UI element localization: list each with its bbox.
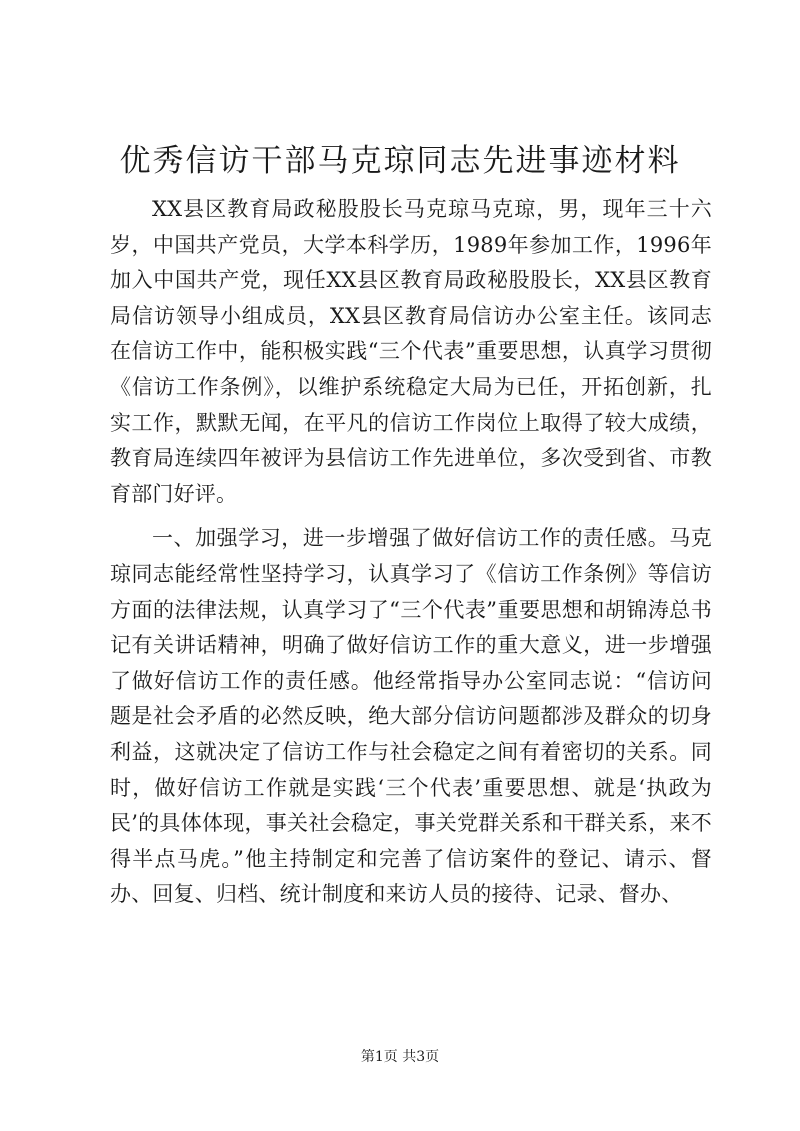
paragraph-intro: XX县区教育局政秘股股长马克琼马克琼，男，现年三十六岁，中国共产党员，大学本科学历，1989年参加工作，1996年加入中国共产党，现任XX县区教育局政秘股股长，XX县区教育局信访领导小组成员，XX县区教育局信访办公室主任。该同志在信访工作中，能积极实践“三个代表”重要思想，认真学习贯彻《信访工作条例》，以维护系统稳定大局为已任，开拓创新，扎实工作，默默无闻，在平凡的信访工作岗位上取得了较大成绩，教育局连续四年被评为县信访工作先进单位，多次受到省、市教育部门好评。	[110, 197, 712, 506]
document-body	[110, 192, 712, 913]
paragraph-section-1: 一、加强学习，进一步增强了做好信访工作的责任感。马克琼同志能经常性坚持学习，认真学习了《信访工作条例》等信访方面的法律法规，认真学习了“三个代表”重要思想和胡锦涛总书记有关讲话精神，明确了做好信访工作的重大意义，进一步增强了做好信访工作的责任感。他经常指导办公室同志说：“信访问题是社会矛盾的必然反映，绝大部分信访问题都涉及群众的切身利益，这就决定了信访工作与社会稳定之间有着密切的关系。同时，做好信访工作就是实践‘三个代表’重要思想、就是‘执政为民’的具体体现，事关社会稳定，事关党群关系和干群关系，来不得半点马虎。”他主持制定和完善了信访案件的登记、请示、督办、回复、归档、统计制度和来访人员的接待、记录、督办、	[110, 526, 712, 907]
document-title: 优秀信访干部马克琼同志先进事迹材料	[119, 143, 681, 179]
page-number-footer: 第1页 共3页	[360, 1049, 440, 1065]
